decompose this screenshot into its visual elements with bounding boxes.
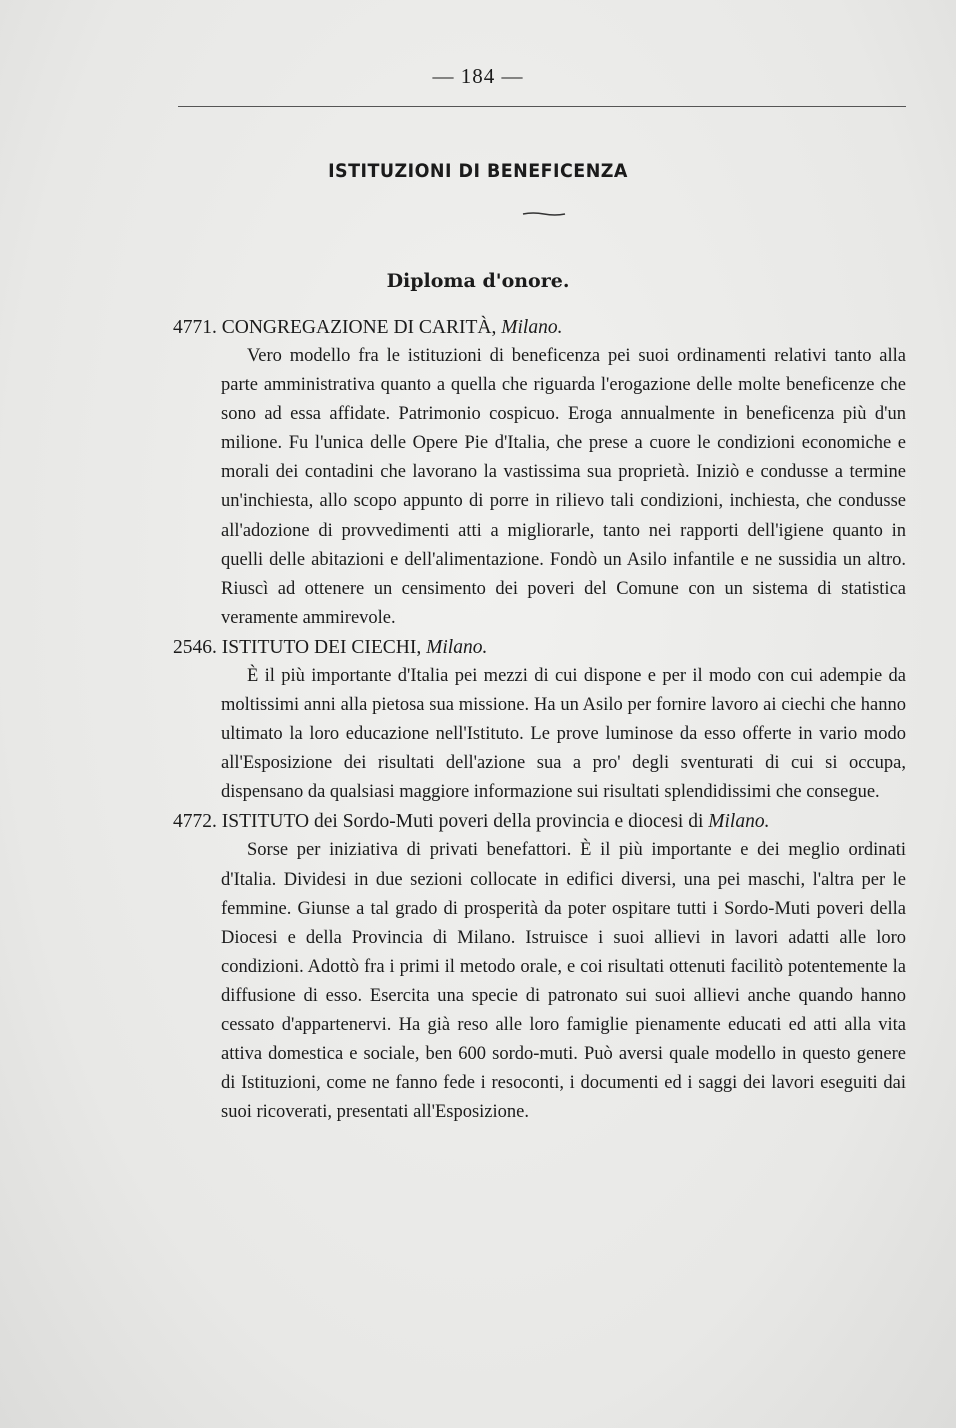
entry-text: Vero modello fra le istituzioni di beneficenza pei suoi ordinamenti relativi tanto alla parte amministrativa quanto a quella che riguarda l'erogazione delle molte beneficenze che sono ad essa affidate. Patrimonio cospicuo. Eroga annualmente in beneficenza più d'un milione. Fu l'unica delle Opere Pie d'Italia, che prese a cuore le condizioni economiche e morali dei contadini che lavorano la vastissima sua proprietà. Iniziò e condusse a termine un'inchiesta, allo scopo appunto di porre in rilievo tali condizioni, inchiesta, che condusse all'adozione di provvedimenti atti a migliorarle, tanto nei rapporti dell'igiene quanto in quelli delle abitazioni e dell'alimentazione. Fondò un Asilo infantile e ne sussidia un altro. Riuscì ad ottenere un censimento dei poveri del Comune con un sistema di statistica veramente ammirevole. (221, 346, 906, 628)
entry-4772 (173, 807, 906, 1127)
entry-text: Sorse per iniziativa di privati benefattori. È il più importante e dei meglio ordinati d'Italia. Dividesi in due sezioni collocate in edifici diversi, una pei maschi, l'altra per le femmine. Giunse a tal grado di prosperità da poter ospitare tutti i Sordo-Muti poveri della Diocesi e della Provincia di Milano. Istruisce i suoi allievi in lavori adatti alle loro condizioni. Adottò fra i primi il metodo orale, e coi risultati ottenuti facilitò potentemente la diffusione di esso. Esercita una specie di patronato sui suoi allievi anche quando hanno cessato d'appartenervi. Ha già reso alle loro famiglie pienamente educati ed atti alla vita attiva domestica e sociale, ben 600 sordo-muti. Può aversi quale modello in questo genere di Istituzioni, come ne fanno fede i resoconti, i documenti ed i saggi dei lavori eseguiti dai suoi ricoverati, presentati all'Esposizione. (221, 840, 906, 1123)
entry-number: 2546. (173, 636, 217, 658)
entry-heading (173, 633, 906, 662)
page-number: — 184 — (432, 64, 524, 88)
entry-2546 (173, 633, 906, 807)
entry-place: Milano. (708, 811, 770, 833)
entry-number: 4772. (173, 811, 217, 833)
entry-name: ISTITUTO DEI CIECHI, (221, 636, 422, 658)
entry-place: Milano. (426, 636, 488, 658)
entry-number: 4771. (173, 317, 217, 338)
entry-place: Milano. (501, 317, 563, 338)
entry-name: ISTITUTO dei Sordo-Muti poveri della provincia e diocesi di (221, 811, 704, 833)
entry-heading (173, 313, 906, 342)
ornament-divider (521, 212, 567, 216)
entry-heading (173, 807, 906, 836)
entries-list (173, 313, 906, 1127)
header-rule (178, 106, 906, 107)
award-heading: Diploma d'onore. (386, 270, 570, 292)
section-title: ISTITUZIONI DI BENEFICENZA (328, 160, 628, 182)
entry-text: È il più importante d'Italia pei mezzi di cui dispone e per il modo con cui adempie da moltissimi anni alla pietosa sua missione. Ha un Asilo per fornire lavoro ai ciechi che hanno ultimato la loro educazione nell'Istituto. Le prove luminose da esso offerte in vario modo all'Esposizione dei risultati dell'azione sua a pro' degli sventurati di cui si occupa, dispensano da qualsiasi maggiore informazione sui risultati splendidissimi che consegue. (221, 665, 906, 803)
entry-name: CONGREGAZIONE DI CARITÀ, (221, 317, 497, 338)
entry-4771 (173, 313, 906, 633)
